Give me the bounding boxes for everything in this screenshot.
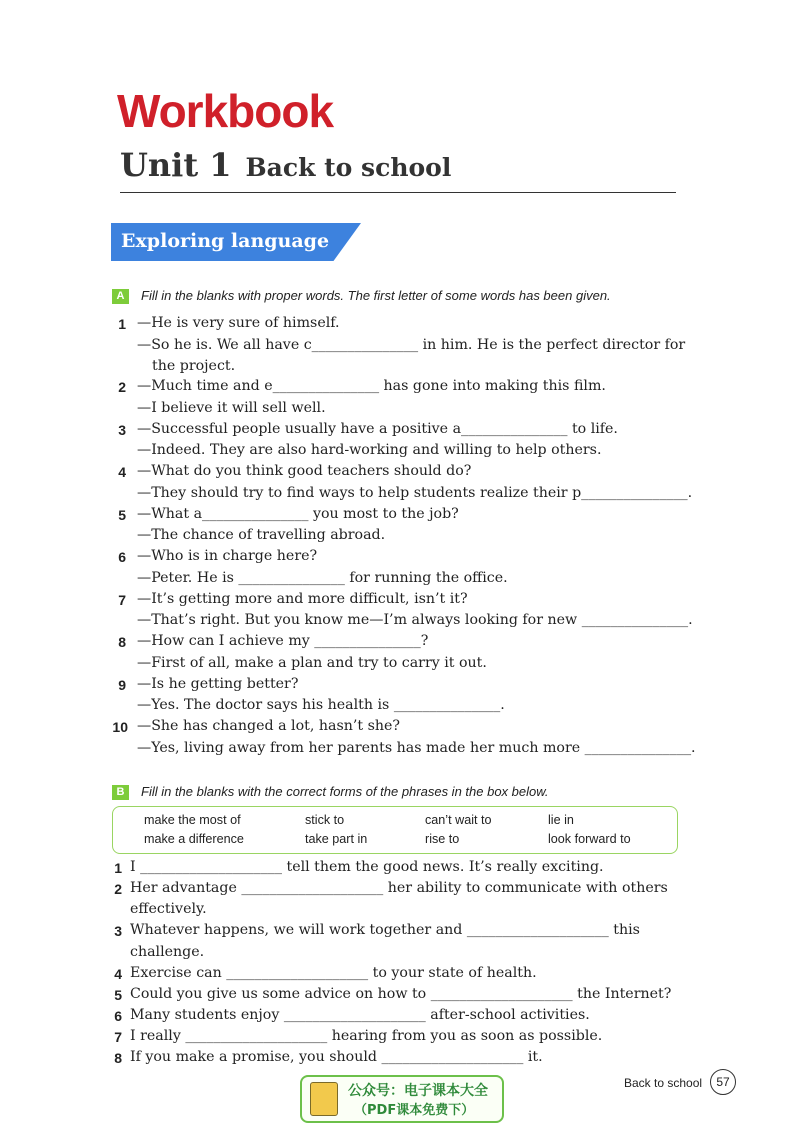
a-item-line: the project.	[152, 358, 236, 374]
b-item-number: 3	[114, 923, 122, 939]
running-title: Back to school	[624, 1076, 703, 1090]
phrase: can’t wait to	[425, 813, 492, 827]
a-item-line: —He is very sure of himself.	[137, 315, 340, 331]
b-item-line: Many students enjoy ____________________ after-school activities.	[130, 1007, 590, 1023]
phrase: lie in	[548, 813, 574, 827]
b-item-line: challenge.	[130, 944, 205, 960]
a-item-number: 6	[118, 549, 126, 565]
a-item-line: —Peter. He is _______________ for running the office.	[137, 570, 508, 586]
a-item-line: —How can I achieve my _______________?	[137, 633, 429, 649]
a-item-line: —Yes, living away from her parents has made her much more _______________.	[137, 740, 696, 756]
a-item-line: —I believe it will sell well.	[137, 400, 326, 416]
unit-title: Back to school	[245, 153, 452, 182]
a-item-line: —They should try to find ways to help students realize their p_______________.	[137, 485, 693, 501]
a-item-line: —What do you think good teachers should do?	[137, 463, 472, 479]
phrase: make a difference	[144, 832, 244, 846]
phrase: look forward to	[548, 832, 631, 846]
b-item-number: 6	[114, 1008, 122, 1024]
b-item-line: Exercise can ____________________ to your state of health.	[130, 965, 537, 981]
part-b-tag: B	[112, 785, 129, 800]
a-item-number: 9	[118, 677, 126, 693]
b-item-number: 7	[114, 1029, 122, 1045]
part-a-instruction: Fill in the blanks with proper words. The first letter of some words has been given.	[141, 288, 611, 303]
b-item-line: Her advantage ____________________ her ability to communicate with others	[130, 880, 668, 896]
a-item-number: 7	[118, 592, 126, 608]
a-item-number: 8	[118, 634, 126, 650]
a-item-line: —Yes. The doctor says his health is _______________.	[137, 697, 505, 713]
a-item-number: 4	[118, 464, 126, 480]
unit-number: Unit 1	[120, 146, 232, 184]
b-item-line: Whatever happens, we will work together and ____________________ this	[130, 922, 640, 938]
a-item-line: —What a_______________ you most to the job?	[137, 506, 459, 522]
b-item-number: 2	[114, 881, 122, 897]
a-item-number: 2	[118, 379, 126, 395]
b-item-line: Could you give us some advice on how to ____________________ the Internet?	[130, 986, 672, 1002]
b-item-number: 5	[114, 987, 122, 1003]
phrase: take part in	[305, 832, 368, 846]
phrase: stick to	[305, 813, 345, 827]
a-item-line: —Much time and e_______________ has gone into making this film.	[137, 378, 606, 394]
a-item-line: —That’s right. But you know me—I’m always looking for new _______________.	[137, 612, 693, 628]
a-item-line: —Indeed. They are also hard-working and willing to help others.	[137, 442, 602, 458]
b-item-line: effectively.	[130, 901, 207, 917]
watermark-stamp	[300, 1075, 504, 1123]
b-item-number: 1	[114, 860, 122, 876]
section-title: Exploring language	[121, 230, 330, 252]
page-number: 57	[710, 1069, 736, 1095]
a-item-line: —First of all, make a plan and try to carry it out.	[137, 655, 487, 671]
b-item-number: 4	[114, 966, 122, 982]
a-item-number: 10	[112, 719, 128, 735]
b-item-number: 8	[114, 1050, 122, 1066]
unit-heading	[120, 146, 676, 193]
a-item-line: —So he is. We all have c_______________ in him. He is the perfect director for	[137, 337, 686, 353]
a-item-line: —Who is in charge here?	[137, 548, 318, 564]
part-a-tag: A	[112, 289, 129, 304]
phrase: rise to	[425, 832, 460, 846]
b-item-line: I ____________________ tell them the good news. It’s really exciting.	[130, 859, 604, 875]
a-item-line: —Successful people usually have a positive a_______________ to life.	[137, 421, 618, 437]
a-item-line: —She has changed a lot, hasn’t she?	[137, 718, 401, 734]
part-b-instruction: Fill in the blanks with the correct forms of the phrases in the box below.	[141, 784, 549, 799]
a-item-number: 5	[118, 507, 126, 523]
a-item-line: —It’s getting more and more difficult, isn’t it?	[137, 591, 468, 607]
a-item-line: —Is he getting better?	[137, 676, 299, 692]
a-item-number: 3	[118, 422, 126, 438]
b-item-line: If you make a promise, you should ____________________ it.	[130, 1049, 543, 1065]
workbook-title: Workbook	[117, 85, 334, 137]
book-icon	[310, 1082, 338, 1116]
phrase: make the most of	[144, 813, 241, 827]
a-item-line: —The chance of travelling abroad.	[137, 527, 386, 543]
a-item-number: 1	[118, 316, 126, 332]
b-item-line: I really ____________________ hearing from you as soon as possible.	[130, 1028, 603, 1044]
stamp-line-2: （PDF课本免费下）	[354, 1103, 475, 1118]
stamp-line-1: 公众号：电子课本大全	[348, 1083, 488, 1099]
